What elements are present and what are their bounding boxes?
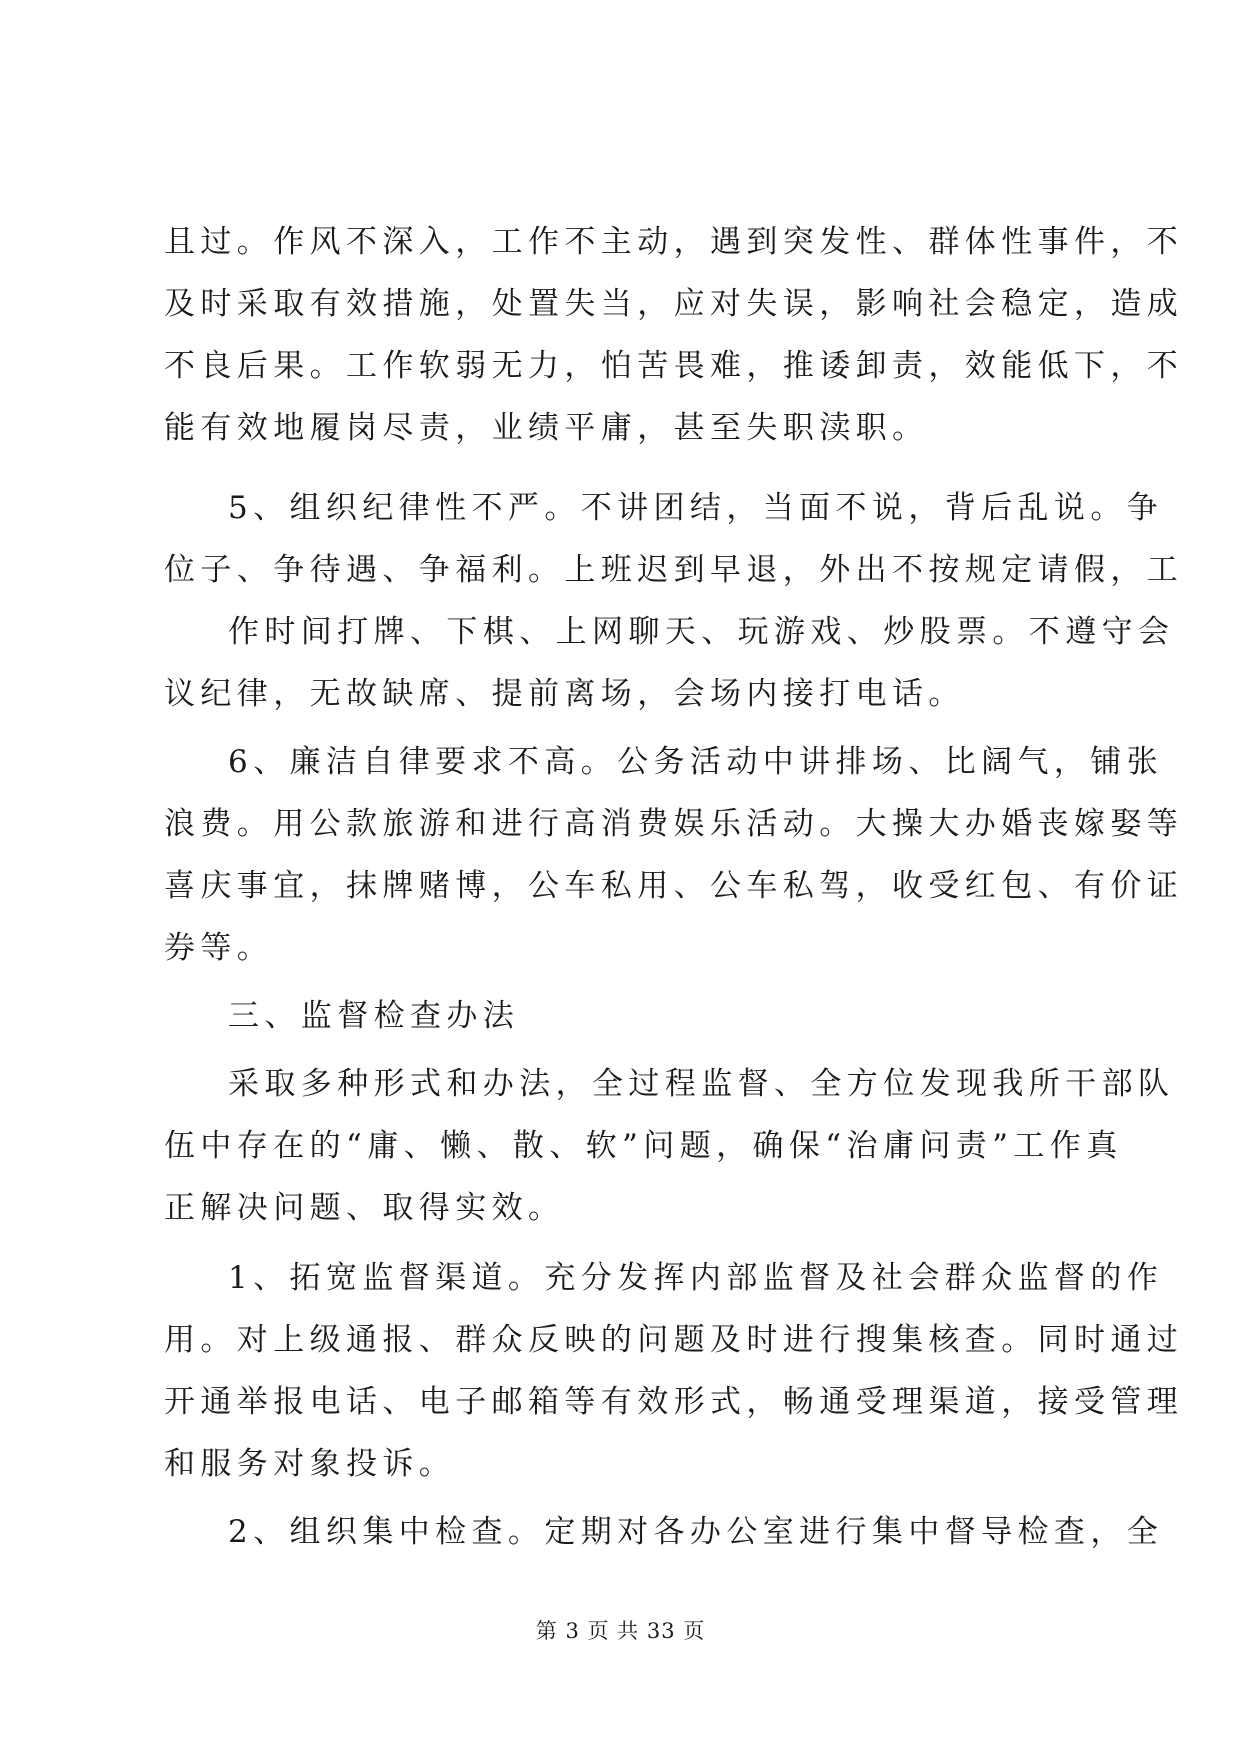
paragraph-start-line: 2、组织集中检查。定期对各办公室进行集中督导检查，全: [228, 1514, 1164, 1550]
text-line: 且过。作风不深入，工作不主动，遇到突发性、群体性事件，不: [164, 224, 1184, 260]
paragraph-start-line: 作时间打牌、下棋、上网聊天、玩游戏、炒股票。不遵守会: [228, 614, 1175, 650]
paragraph-start-line: 5、组织纪律性不严。不讲团结，当面不说，背后乱说。争: [228, 490, 1164, 526]
paragraph-start-line: 采取多种形式和办法，全过程监督、全方位发现我所干部队: [228, 1066, 1175, 1102]
text-line: 不良后果。工作软弱无力，怕苦畏难，推诿卸责，效能低下，不: [164, 348, 1184, 384]
text-line: 开通举报电话、电子邮箱等有效形式，畅通受理渠道，接受管理: [164, 1384, 1184, 1420]
text-line: 喜庆事宜，抹牌赌博，公车私用、公车私驾，收受红包、有价证: [164, 868, 1184, 904]
text-line: 和服务对象投诉。: [164, 1446, 456, 1482]
text-line: 议纪律，无故缺席、提前离场，会场内接打电话。: [164, 676, 965, 712]
paragraph-start-line: 6、廉洁自律要求不高。公务活动中讲排场、比阔气，铺张: [228, 744, 1164, 780]
text-line: 能有效地履岗尽责，业绩平庸，甚至失职渎职。: [164, 410, 929, 446]
section-heading: 三、监督检查办法: [228, 998, 520, 1034]
text-line: 用。对上级通报、群众反映的问题及时进行搜集核查。同时通过: [164, 1322, 1184, 1358]
text-line: 位子、争待遇、争福利。上班迟到早退，外出不按规定请假，工: [164, 552, 1184, 588]
text-line: 正解决问题、取得实效。: [164, 1190, 565, 1226]
text-line: 及时采取有效措施，处置失当，应对失误，影响社会稳定，造成: [164, 286, 1184, 322]
page-number-footer: 第 3 页 共 33 页: [535, 1619, 706, 1643]
text-line: 券等。: [164, 930, 274, 966]
paragraph-start-line: 1、拓宽监督渠道。充分发挥内部监督及社会群众监督的作: [228, 1260, 1164, 1296]
text-line: 伍中存在的“庸、懒、散、软”问题，确保“治庸问责”工作真: [164, 1128, 1123, 1164]
text-line: 浪费。用公款旅游和进行高消费娱乐活动。大操大办婚丧嫁娶等: [164, 806, 1184, 842]
